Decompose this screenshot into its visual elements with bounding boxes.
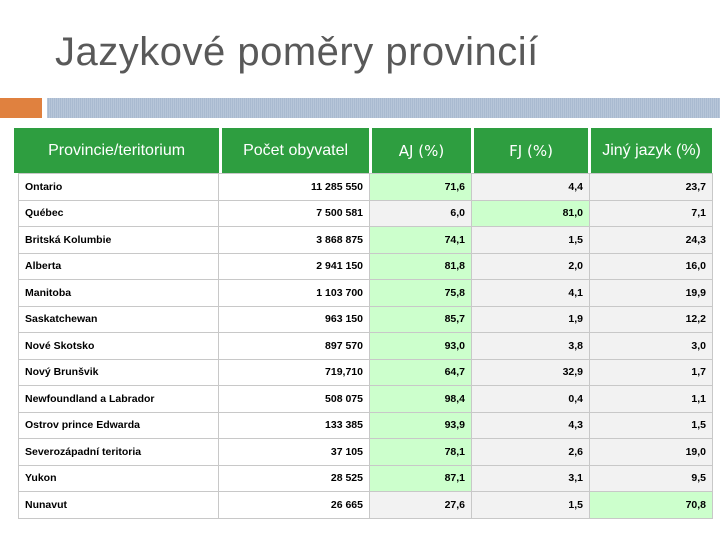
cell-french: 32,9	[472, 359, 590, 386]
cell-province: Manitoba	[19, 280, 219, 307]
table-row	[19, 333, 713, 360]
cell-population: 37 105	[219, 439, 370, 466]
cell-french: 2,6	[472, 439, 590, 466]
cell-other: 70,8	[590, 492, 713, 519]
cell-other: 7,1	[590, 200, 713, 227]
cell-english: 81,8	[370, 253, 472, 280]
cell-french: 1,5	[472, 227, 590, 254]
table-row	[19, 174, 713, 201]
cell-population: 963 150	[219, 306, 370, 333]
cell-english: 93,9	[370, 412, 472, 439]
cell-province: Severozápadní teritoria	[19, 439, 219, 466]
cell-population: 508 075	[219, 386, 370, 413]
cell-province: Nový Brunšvik	[19, 359, 219, 386]
cell-population: 28 525	[219, 465, 370, 492]
cell-other: 1,7	[590, 359, 713, 386]
cell-french: 1,5	[472, 492, 590, 519]
cell-population: 2 941 150	[219, 253, 370, 280]
cell-province: Ontario	[19, 174, 219, 201]
cell-province: Nunavut	[19, 492, 219, 519]
cell-english: 64,7	[370, 359, 472, 386]
header-french: FJ (%)	[474, 128, 591, 173]
header-other: Jiný jazyk (%)	[602, 141, 701, 159]
cell-other: 1,5	[590, 412, 713, 439]
table-row	[19, 465, 713, 492]
cell-province: Nové Skotsko	[19, 333, 219, 360]
cell-other: 3,0	[590, 333, 713, 360]
cell-english: 87,1	[370, 465, 472, 492]
table-row	[19, 439, 713, 466]
table-row	[19, 306, 713, 333]
table-row	[19, 280, 713, 307]
table-body	[18, 173, 713, 519]
slide-title: Jazykové poměry provincií	[55, 30, 539, 74]
table-row	[19, 200, 713, 227]
cell-province: Saskatchewan	[19, 306, 219, 333]
cell-french: 4,1	[472, 280, 590, 307]
cell-other: 19,9	[590, 280, 713, 307]
table-row	[19, 253, 713, 280]
cell-english: 27,6	[370, 492, 472, 519]
cell-population: 26 665	[219, 492, 370, 519]
cell-province: Québec	[19, 200, 219, 227]
cell-other: 16,0	[590, 253, 713, 280]
cell-province: Newfoundland a Labrador	[19, 386, 219, 413]
table-row	[19, 492, 713, 519]
cell-other: 1,1	[590, 386, 713, 413]
cell-english: 98,4	[370, 386, 472, 413]
cell-english: 78,1	[370, 439, 472, 466]
cell-population: 7 500 581	[219, 200, 370, 227]
table-row	[19, 359, 713, 386]
cell-other: 9,5	[590, 465, 713, 492]
cell-french: 4,3	[472, 412, 590, 439]
cell-province: Ostrov prince Edwarda	[19, 412, 219, 439]
cell-province: Britská Kolumbie	[19, 227, 219, 254]
header-population: Počet obyvatel	[222, 128, 372, 173]
cell-other: 23,7	[590, 174, 713, 201]
cell-other: 12,2	[590, 306, 713, 333]
cell-population: 897 570	[219, 333, 370, 360]
cell-french: 3,1	[472, 465, 590, 492]
cell-other: 19,0	[590, 439, 713, 466]
cell-english: 75,8	[370, 280, 472, 307]
accent-line	[47, 98, 720, 118]
cell-population: 133 385	[219, 412, 370, 439]
cell-population: 3 868 875	[219, 227, 370, 254]
table-row	[19, 386, 713, 413]
cell-english: 71,6	[370, 174, 472, 201]
table-header	[14, 128, 712, 173]
cell-french: 3,8	[472, 333, 590, 360]
cell-french: 1,9	[472, 306, 590, 333]
header-english: AJ (%)	[372, 128, 474, 173]
cell-population: 11 285 550	[219, 174, 370, 201]
language-table	[14, 128, 712, 511]
header-province: Provincie/teritorium	[14, 128, 222, 173]
cell-english: 93,0	[370, 333, 472, 360]
accent-bar	[0, 98, 42, 118]
table-row	[19, 412, 713, 439]
cell-population: 1 103 700	[219, 280, 370, 307]
cell-french: 81,0	[472, 200, 590, 227]
cell-french: 0,4	[472, 386, 590, 413]
cell-english: 74,1	[370, 227, 472, 254]
cell-population: 719,710	[219, 359, 370, 386]
table-row	[19, 227, 713, 254]
cell-province: Yukon	[19, 465, 219, 492]
cell-other: 24,3	[590, 227, 713, 254]
cell-french: 4,4	[472, 174, 590, 201]
cell-english: 85,7	[370, 306, 472, 333]
cell-province: Alberta	[19, 253, 219, 280]
cell-french: 2,0	[472, 253, 590, 280]
cell-english: 6,0	[370, 200, 472, 227]
